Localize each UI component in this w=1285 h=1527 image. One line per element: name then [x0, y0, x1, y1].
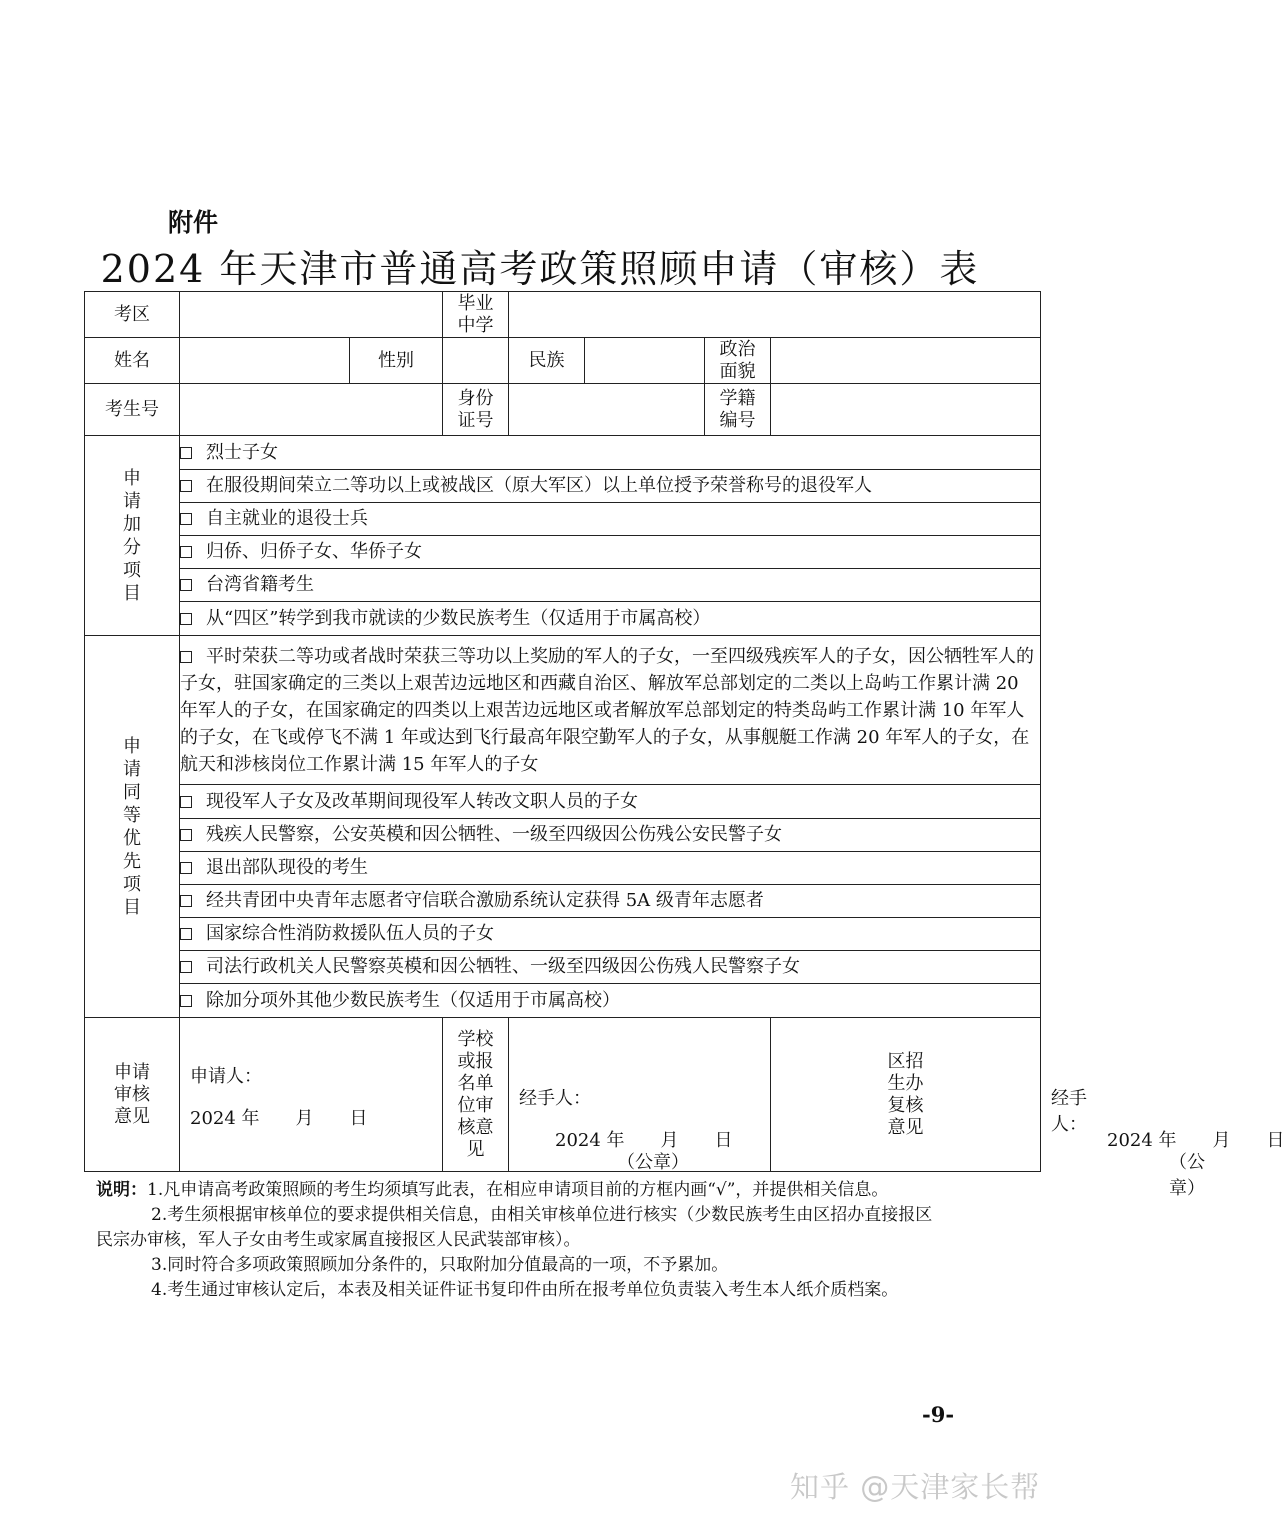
applicant-date: 2024 年 月 日	[190, 1108, 368, 1129]
exam-area-label: 考区	[85, 292, 180, 338]
bonus-row	[85, 470, 1041, 503]
priority-item[interactable]: 退出部队现役的考生	[180, 852, 1041, 885]
checkbox[interactable]	[180, 546, 192, 558]
id-no-label: 身份证号	[443, 384, 509, 436]
ethnicity-label: 民族	[509, 338, 585, 384]
priority-item[interactable]: 残疾人民警察，公安英模和因公牺牲、一级至四级因公伤残公安民警子女	[180, 819, 1041, 852]
checkbox[interactable]	[180, 651, 192, 663]
grad-school-field[interactable]	[509, 292, 1041, 338]
priority-row	[85, 819, 1041, 852]
id-no-field[interactable]	[509, 384, 705, 436]
priority-item[interactable]: 现役军人子女及改革期间现役军人转改文职人员的子女	[180, 785, 1041, 819]
priority-row	[85, 951, 1041, 984]
checkbox[interactable]	[180, 995, 192, 1007]
school-date: 2024 年 月 日	[555, 1130, 733, 1151]
bonus-item[interactable]: 自主就业的退役士兵	[180, 503, 1041, 536]
exam-no-label: 考生号	[85, 384, 180, 436]
priority-row	[85, 852, 1041, 885]
note-2b: 民宗办审核，军人子女由考生或家属直接报区人民武装部审核）。	[96, 1230, 581, 1250]
grad-school-label: 毕业中学	[443, 292, 509, 338]
row-name	[85, 338, 1041, 384]
priority-item[interactable]: 司法行政机关人民警察英模和因公牺牲、一级至四级因公伤残人民警察子女	[180, 951, 1041, 984]
bonus-item[interactable]: 台湾省籍考生	[180, 569, 1041, 602]
bonus-row	[85, 569, 1041, 602]
gender-label: 性别	[350, 338, 443, 384]
priority-item[interactable]: 经共青团中央青年志愿者守信联合激励系统认定获得 5A 级青年志愿者	[180, 885, 1041, 918]
checkbox[interactable]	[180, 928, 192, 940]
checkbox[interactable]	[180, 895, 192, 907]
applicant-opinion-cell[interactable]	[180, 1018, 443, 1172]
district-seal: （公章）	[1169, 1152, 1205, 1199]
row-exam-area	[85, 292, 1041, 338]
notes-lead: 说明：	[96, 1180, 147, 1200]
bonus-row	[85, 436, 1041, 470]
priority-item[interactable]: 平时荣获二等功或者战时荣获三等功以上奖励的军人的子女，一至四级残疾军人的子女，因公牺牲军人的子女，驻国家确定的三类以上艰苦边远地区和西藏自治区、解放军总部划定的二类以上岛屿工作累计满 20 年军人的子女，在国家确定的四类以上艰苦边远地区或者解放军总部划定的特类岛屿工作累计满 10 年军人的子女，在飞或停飞不满 1 年或达到飞行最高年限空勤军人的子女，从事舰艇工作满 20 年军人的子女，在航天和涉核岗位工作累计满 15 年军人的子女	[180, 636, 1041, 785]
checkbox[interactable]	[180, 796, 192, 808]
note-2a: 2.考生须根据审核单位的要求提供相关信息，由相关审核单位进行核实（少数民族考生由区招办直接报区	[151, 1205, 933, 1225]
exam-no-field[interactable]	[180, 384, 443, 436]
district-handler-label: 经手人：	[1051, 1088, 1087, 1135]
district-opinion-label: 区招生办复核意见	[771, 1018, 1041, 1172]
note-4: 4.考生通过审核认定后，本表及相关证件证书复印件由所在报考单位负责装入考生本人纸介质档案。	[151, 1280, 899, 1300]
checkbox[interactable]	[180, 447, 192, 459]
checkbox[interactable]	[180, 862, 192, 874]
priority-row	[85, 785, 1041, 819]
checkbox[interactable]	[180, 829, 192, 841]
applicant-label: 申请人：	[190, 1066, 262, 1087]
notes	[96, 1178, 1026, 1303]
bonus-row	[85, 536, 1041, 569]
name-field[interactable]	[180, 338, 350, 384]
review-section-label: 申请审核意见	[85, 1018, 180, 1172]
review-row	[85, 1018, 1041, 1172]
bonus-row	[85, 503, 1041, 536]
bonus-item[interactable]: 归侨、归侨子女、华侨子女	[180, 536, 1041, 569]
checkbox[interactable]	[180, 579, 192, 591]
name-label: 姓名	[85, 338, 180, 384]
checkbox[interactable]	[180, 961, 192, 973]
ethnicity-field[interactable]	[585, 338, 705, 384]
priority-row	[85, 984, 1041, 1018]
attachment-label: 附件	[168, 208, 219, 237]
watermark: 知乎 @天津家长帮	[790, 1470, 1041, 1504]
priority-item[interactable]: 除加分项外其他少数民族考生（仅适用于市属高校）	[180, 984, 1041, 1018]
note-1: 说明：1.凡申请高考政策照顾的考生均须填写此表，在相应申请项目前的方框内画“√”，并提供相关信息。	[96, 1180, 889, 1200]
priority-row	[85, 885, 1041, 918]
bonus-section-label: 申请加分项目	[85, 436, 180, 636]
priority-row	[85, 918, 1041, 951]
school-opinion-cell[interactable]	[509, 1018, 771, 1172]
priority-row	[85, 636, 1041, 785]
row-exam-no	[85, 384, 1041, 436]
bonus-item[interactable]: 烈士子女	[180, 436, 1041, 470]
bonus-item[interactable]: 从“四区”转学到我市就读的少数民族考生（仅适用于市属高校）	[180, 602, 1041, 636]
checkbox[interactable]	[180, 480, 192, 492]
note-3: 3.同时符合多项政策照顾加分条件的，只取附加分值最高的一项，不予累加。	[151, 1255, 729, 1275]
priority-item[interactable]: 国家综合性消防救援队伍人员的子女	[180, 918, 1041, 951]
student-no-field[interactable]	[771, 384, 1041, 436]
page-title: 2024 年天津市普通高考政策照顾申请（审核）表	[100, 247, 980, 291]
page-number: -9-	[922, 1402, 955, 1427]
bonus-item[interactable]: 在服役期间荣立二等功以上或被战区（原大军区）以上单位授予荣誉称号的退役军人	[180, 470, 1041, 503]
exam-area-field[interactable]	[180, 292, 443, 338]
priority-section-label: 申请同等优先项目	[85, 636, 180, 1018]
student-no-label: 学籍编号	[705, 384, 771, 436]
gender-field[interactable]	[443, 338, 509, 384]
political-label: 政治面貌	[705, 338, 771, 384]
school-seal: （公章）	[617, 1152, 689, 1173]
checkbox[interactable]	[180, 513, 192, 525]
political-field[interactable]	[771, 338, 1041, 384]
school-handler-label: 经手人：	[519, 1088, 591, 1109]
district-date: 2024 年 月 日	[1107, 1130, 1285, 1151]
school-opinion-label: 学校或报名单位审核意见	[443, 1018, 509, 1172]
checkbox[interactable]	[180, 613, 192, 625]
bonus-row	[85, 602, 1041, 636]
